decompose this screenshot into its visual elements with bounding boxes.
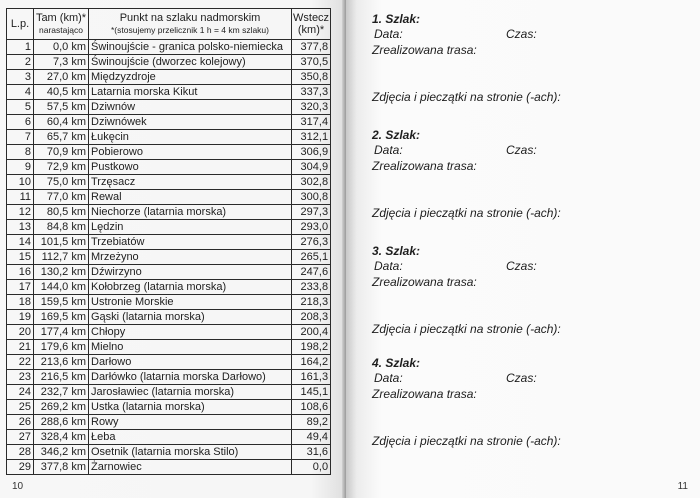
entry-time-label: Czas:: [506, 27, 537, 41]
entry-route-label: Zrealizowana trasa:: [372, 387, 477, 401]
cell-lp: 10: [7, 175, 34, 190]
cell-lp: 28: [7, 445, 34, 460]
cell-lp: 13: [7, 220, 34, 235]
cell-lp: 12: [7, 205, 34, 220]
table-row: [7, 460, 331, 475]
table-row: [7, 100, 331, 115]
cell-wstecz: 302,8: [292, 175, 331, 190]
cell-punkt: Rowy: [89, 415, 292, 430]
cell-punkt: Kołobrzeg (latarnia morska): [89, 280, 292, 295]
left-page-number: 10: [12, 481, 24, 492]
cell-punkt: Darłówko (latarnia morska Darłowo): [89, 370, 292, 385]
cell-punkt: Dźwirzyno: [89, 265, 292, 280]
cell-wstecz: 31,6: [292, 445, 331, 460]
left-page: [0, 0, 346, 498]
table-row: [7, 325, 331, 340]
cell-wstecz: 145,1: [292, 385, 331, 400]
entry-photos-label: Zdjęcia i pieczątki na stronie (-ach):: [372, 90, 561, 104]
cell-lp: 11: [7, 190, 34, 205]
table-row: [7, 115, 331, 130]
cell-punkt: Świnoujście (dworzec kolejowy): [89, 55, 292, 70]
cell-lp: 27: [7, 430, 34, 445]
table-row: [7, 40, 331, 55]
cell-tam: 169,5 km: [34, 310, 89, 325]
cell-wstecz: 89,2: [292, 415, 331, 430]
cell-wstecz: 265,1: [292, 250, 331, 265]
table-row: [7, 280, 331, 295]
cell-lp: 22: [7, 355, 34, 370]
entry-date-label: Data:: [374, 27, 403, 41]
cell-punkt: Ustka (latarnia morska): [89, 400, 292, 415]
cell-punkt: Trzebiatów: [89, 235, 292, 250]
cell-punkt: Międzyzdroje: [89, 70, 292, 85]
table-row: [7, 70, 331, 85]
cell-punkt: Chłopy: [89, 325, 292, 340]
cell-punkt: Lędzin: [89, 220, 292, 235]
cell-lp: 2: [7, 55, 34, 70]
cell-lp: 15: [7, 250, 34, 265]
entry-date-label: Data:: [374, 143, 403, 157]
cell-wstecz: 350,8: [292, 70, 331, 85]
cell-lp: 24: [7, 385, 34, 400]
cell-lp: 8: [7, 145, 34, 160]
header-lp: L.p.: [7, 9, 34, 40]
table-row: [7, 355, 331, 370]
cell-wstecz: 276,3: [292, 235, 331, 250]
cell-tam: 288,6 km: [34, 415, 89, 430]
table-row: [7, 385, 331, 400]
table-row: [7, 415, 331, 430]
cell-wstecz: 317,4: [292, 115, 331, 130]
cell-lp: 26: [7, 415, 34, 430]
cell-wstecz: 233,8: [292, 280, 331, 295]
cell-punkt: Ustronie Morskie: [89, 295, 292, 310]
entry-photos-label: Zdjęcia i pieczątki na stronie (-ach):: [372, 206, 561, 220]
table-row: [7, 340, 331, 355]
header-tam: Tam (km)* narastająco: [34, 9, 89, 40]
trail-table-body: [7, 40, 331, 475]
cell-lp: 20: [7, 325, 34, 340]
cell-wstecz: 370,5: [292, 55, 331, 70]
table-row: [7, 235, 331, 250]
table-row: [7, 55, 331, 70]
table-row: [7, 310, 331, 325]
table-row: [7, 250, 331, 265]
cell-punkt: Świnoujście - granica polsko-niemiecka: [89, 40, 292, 55]
entry-time-label: Czas:: [506, 259, 537, 273]
cell-tam: 216,5 km: [34, 370, 89, 385]
table-row: [7, 295, 331, 310]
cell-lp: 14: [7, 235, 34, 250]
cell-tam: 40,5 km: [34, 85, 89, 100]
entry-date-label: Data:: [374, 259, 403, 273]
entry-route-label: Zrealizowana trasa:: [372, 275, 477, 289]
cell-tam: 84,8 km: [34, 220, 89, 235]
cell-lp: 19: [7, 310, 34, 325]
cell-wstecz: 293,0: [292, 220, 331, 235]
entry-title: 1. Szlak:: [372, 12, 421, 26]
cell-punkt: Dziwnów: [89, 100, 292, 115]
table-row: [7, 160, 331, 175]
cell-wstecz: 304,9: [292, 160, 331, 175]
cell-wstecz: 297,3: [292, 205, 331, 220]
cell-tam: 179,6 km: [34, 340, 89, 355]
entry-time-label: Czas:: [506, 143, 537, 157]
header-punkt: Punkt na szlaku nadmorskim *(stosujemy przelicznik 1 h = 4 km szlaku): [89, 9, 292, 40]
entry-route-label: Zrealizowana trasa:: [372, 43, 477, 57]
right-page-number: 11: [677, 481, 688, 492]
cell-wstecz: 247,6: [292, 265, 331, 280]
cell-tam: 159,5 km: [34, 295, 89, 310]
cell-lp: 16: [7, 265, 34, 280]
entry-title: 3. Szlak:: [372, 244, 421, 258]
entry-route-label: Zrealizowana trasa:: [372, 159, 477, 173]
cell-punkt: Gąski (latarnia morska): [89, 310, 292, 325]
table-row: [7, 400, 331, 415]
cell-tam: 112,7 km: [34, 250, 89, 265]
cell-tam: 65,7 km: [34, 130, 89, 145]
cell-wstecz: 377,8: [292, 40, 331, 55]
entry-photos-label: Zdjęcia i pieczątki na stronie (-ach):: [372, 434, 561, 448]
cell-tam: 27,0 km: [34, 70, 89, 85]
cell-tam: 70,9 km: [34, 145, 89, 160]
table-row: [7, 220, 331, 235]
table-row: [7, 190, 331, 205]
cell-punkt: Pobierowo: [89, 145, 292, 160]
entry-title: 2. Szlak:: [372, 128, 421, 142]
cell-punkt: Darłowo: [89, 355, 292, 370]
cell-punkt: Niechorze (latarnia morska): [89, 205, 292, 220]
cell-lp: 5: [7, 100, 34, 115]
table-row: [7, 130, 331, 145]
cell-lp: 25: [7, 400, 34, 415]
header-tam-sub: narastająco: [39, 25, 83, 35]
cell-wstecz: 161,3: [292, 370, 331, 385]
cell-tam: 328,4 km: [34, 430, 89, 445]
table-row: [7, 85, 331, 100]
cell-lp: 3: [7, 70, 34, 85]
cell-punkt: Rewal: [89, 190, 292, 205]
table-row: [7, 145, 331, 160]
cell-lp: 17: [7, 280, 34, 295]
entry-title: 4. Szlak:: [372, 356, 421, 370]
cell-punkt: Pustkowo: [89, 160, 292, 175]
cell-wstecz: 320,3: [292, 100, 331, 115]
table-header-row: [7, 9, 331, 40]
cell-punkt: Mielno: [89, 340, 292, 355]
right-page: [346, 0, 700, 498]
cell-tam: 130,2 km: [34, 265, 89, 280]
cell-punkt: Dziwnówek: [89, 115, 292, 130]
cell-tam: 72,9 km: [34, 160, 89, 175]
cell-wstecz: 208,3: [292, 310, 331, 325]
cell-tam: 213,6 km: [34, 355, 89, 370]
cell-wstecz: 200,4: [292, 325, 331, 340]
cell-lp: 23: [7, 370, 34, 385]
cell-punkt: Osetnik (latarnia morska Stilo): [89, 445, 292, 460]
cell-lp: 6: [7, 115, 34, 130]
cell-punkt: Łeba: [89, 430, 292, 445]
header-wstecz: Wstecz (km)*: [292, 9, 331, 40]
cell-punkt: Mrzeżyno: [89, 250, 292, 265]
cell-tam: 346,2 km: [34, 445, 89, 460]
cell-lp: 21: [7, 340, 34, 355]
cell-tam: 77,0 km: [34, 190, 89, 205]
cell-wstecz: 300,8: [292, 190, 331, 205]
cell-wstecz: 306,9: [292, 145, 331, 160]
cell-wstecz: 108,6: [292, 400, 331, 415]
entry-time-label: Czas:: [506, 371, 537, 385]
cell-punkt: Trzęsacz: [89, 175, 292, 190]
cell-lp: 9: [7, 160, 34, 175]
cell-punkt: Łukęcin: [89, 130, 292, 145]
cell-lp: 1: [7, 40, 34, 55]
cell-punkt: Żarnowiec: [89, 460, 292, 475]
table-row: [7, 175, 331, 190]
entry-photos-label: Zdjęcia i pieczątki na stronie (-ach):: [372, 322, 561, 336]
entry-date-label: Data:: [374, 371, 403, 385]
cell-wstecz: 312,1: [292, 130, 331, 145]
cell-wstecz: 218,3: [292, 295, 331, 310]
header-punkt-sub: *(stosujemy przelicznik 1 h = 4 km szlaku): [110, 25, 269, 35]
cell-punkt: Latarnia morska Kikut: [89, 85, 292, 100]
cell-wstecz: 49,4: [292, 430, 331, 445]
cell-wstecz: 198,2: [292, 340, 331, 355]
cell-tam: 80,5 km: [34, 205, 89, 220]
cell-lp: 4: [7, 85, 34, 100]
cell-tam: 177,4 km: [34, 325, 89, 340]
cell-tam: 144,0 km: [34, 280, 89, 295]
table-row: [7, 370, 331, 385]
cell-tam: 269,2 km: [34, 400, 89, 415]
cell-lp: 7: [7, 130, 34, 145]
cell-tam: 75,0 km: [34, 175, 89, 190]
cell-wstecz: 164,2: [292, 355, 331, 370]
cell-wstecz: 337,3: [292, 85, 331, 100]
table-row: [7, 205, 331, 220]
table-row: [7, 265, 331, 280]
cell-tam: 232,7 km: [34, 385, 89, 400]
cell-punkt: Jarosławiec (latarnia morska): [89, 385, 292, 400]
trail-table: [6, 8, 331, 475]
cell-tam: 101,5 km: [34, 235, 89, 250]
cell-tam: 57,5 km: [34, 100, 89, 115]
cell-tam: 0,0 km: [34, 40, 89, 55]
table-row: [7, 430, 331, 445]
cell-lp: 29: [7, 460, 34, 475]
header-wstecz-sub: (km)*: [297, 24, 325, 36]
table-row: [7, 445, 331, 460]
cell-wstecz: 0,0: [292, 460, 331, 475]
cell-tam: 377,8 km: [34, 460, 89, 475]
cell-tam: 60,4 km: [34, 115, 89, 130]
cell-lp: 18: [7, 295, 34, 310]
cell-tam: 7,3 km: [34, 55, 89, 70]
